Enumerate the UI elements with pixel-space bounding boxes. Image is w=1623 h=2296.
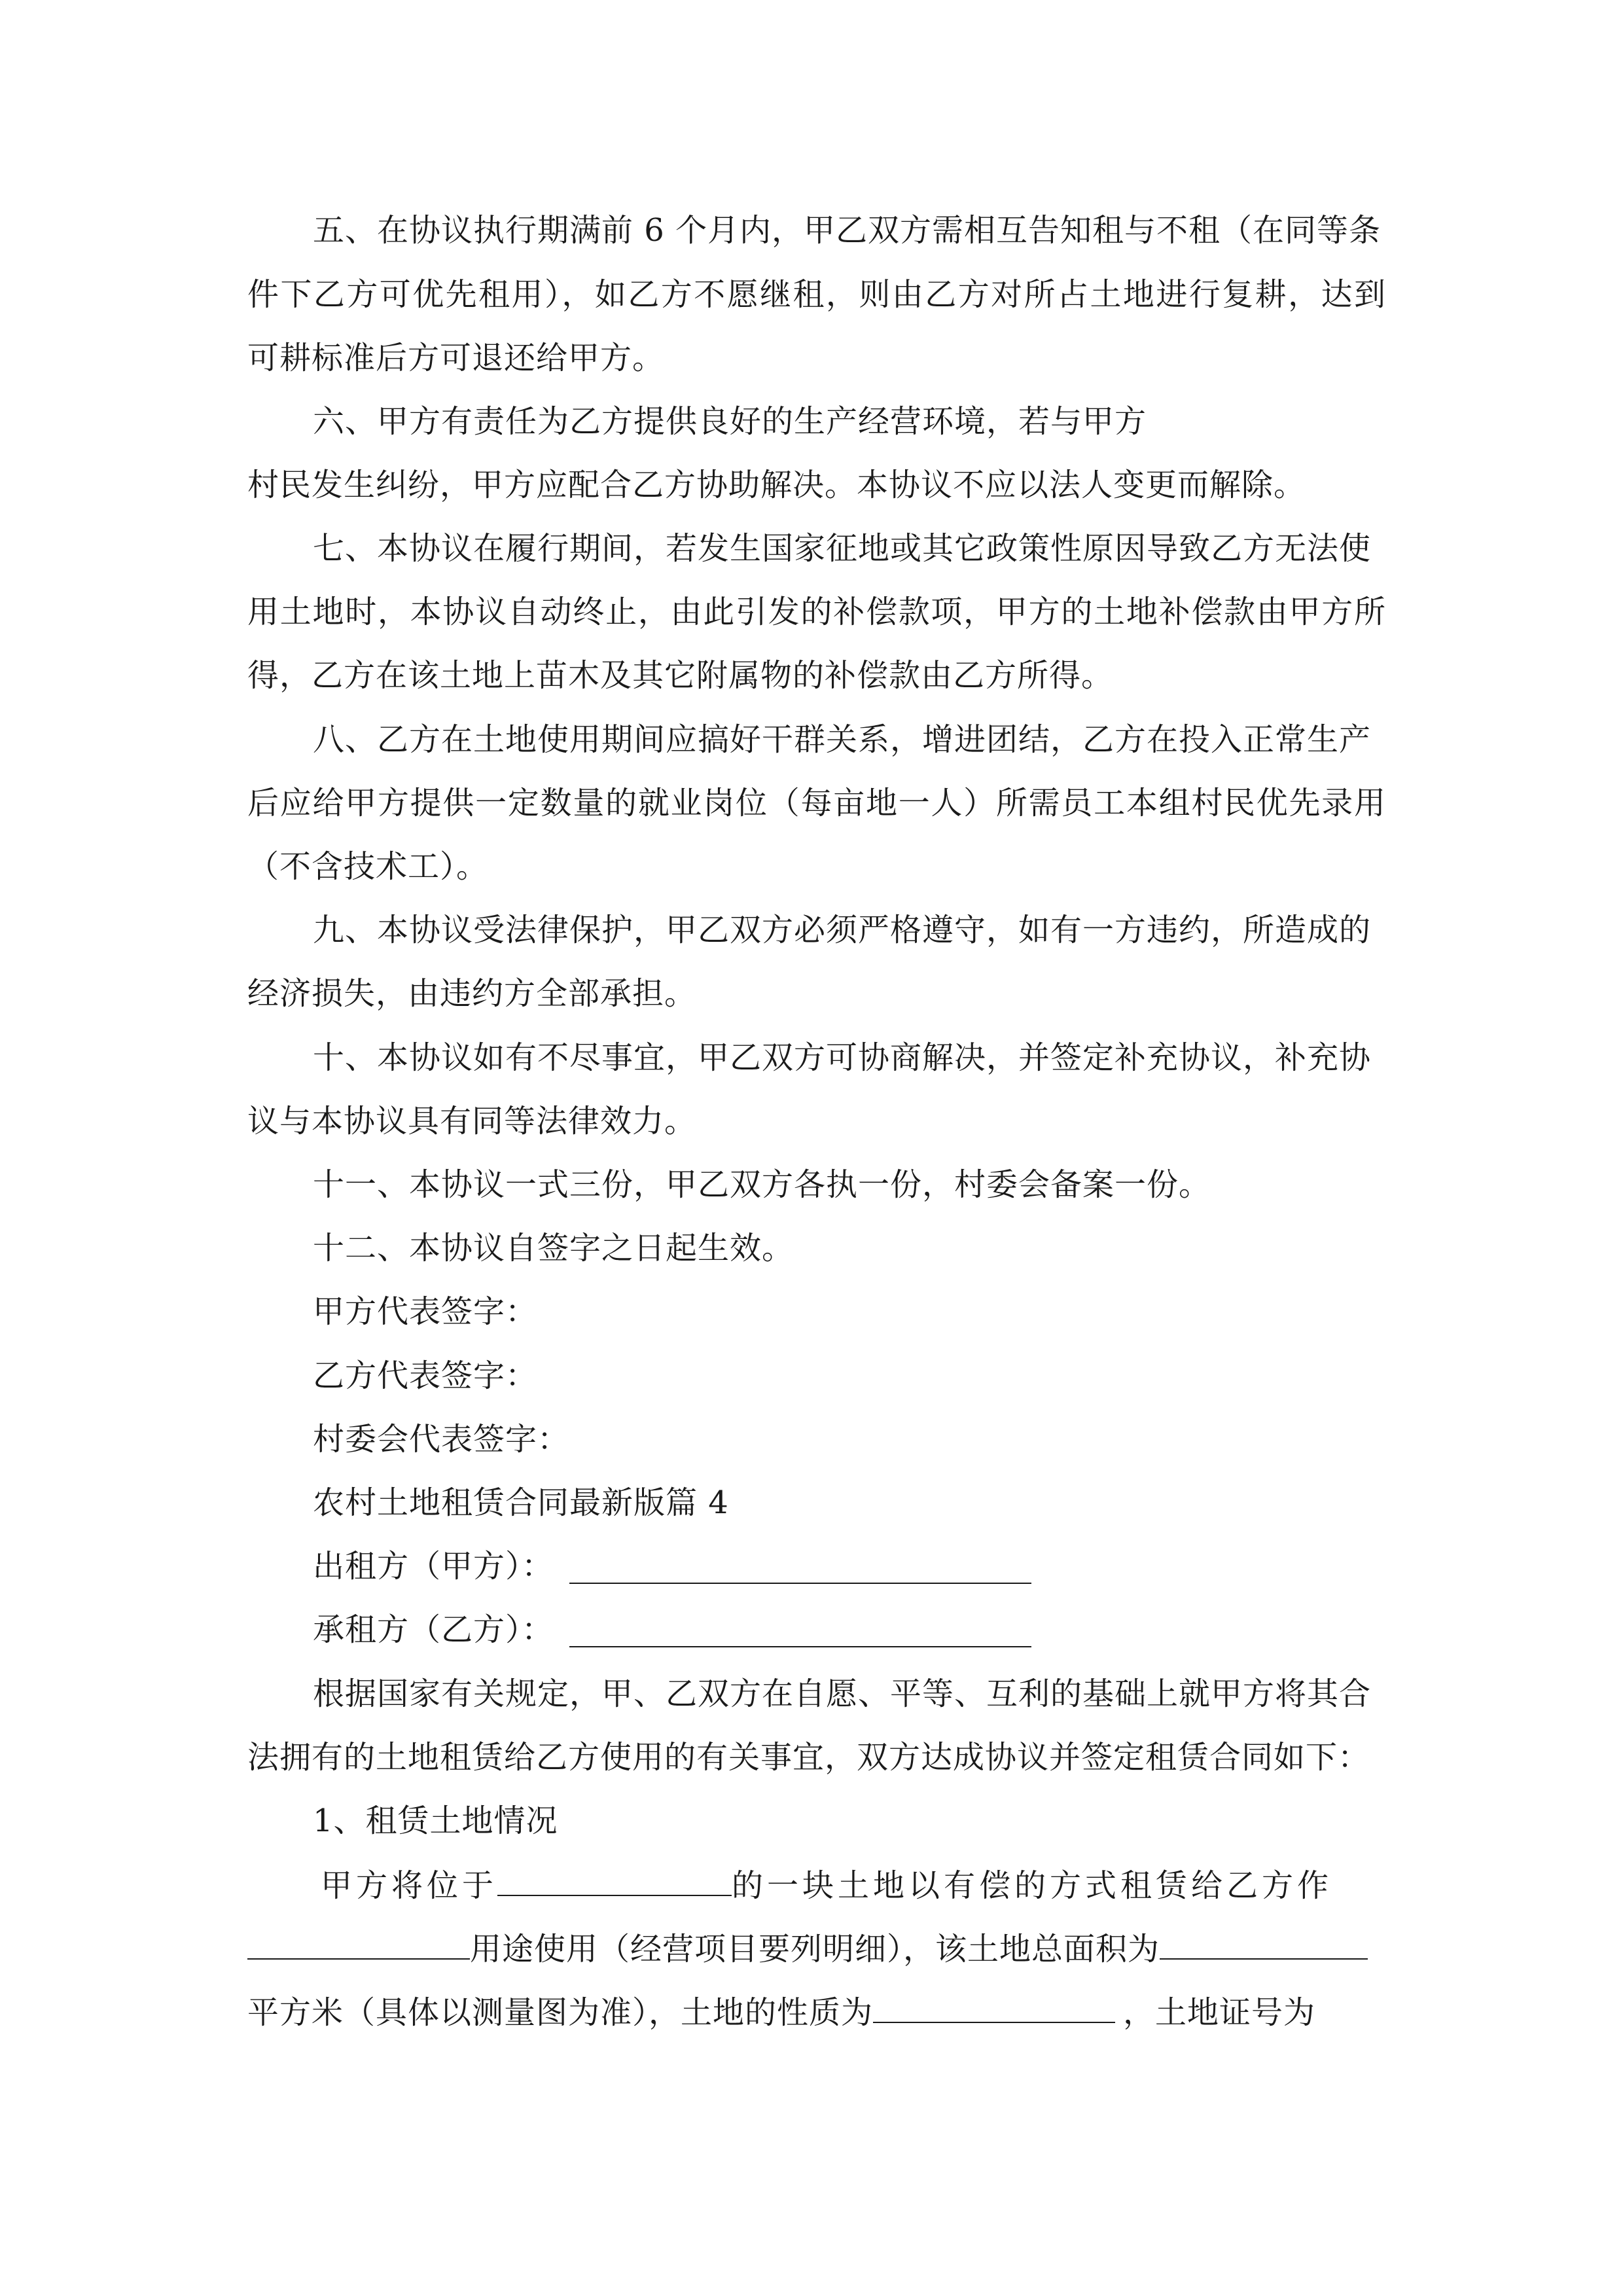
land-area-blank	[1160, 1928, 1368, 1960]
clause-6-line-2: 村民发生纠纷，甲方应配合乙方协助解决。本协议不应以法人变更而解除。	[247, 467, 1306, 503]
lessee-name-blank	[569, 1646, 1031, 1647]
land-cert-prefix: ，土地证号为	[1123, 1994, 1316, 2031]
land-nature-blank	[873, 1992, 1115, 2023]
clause-12: 十二、本协议自签字之日起生效。	[313, 1230, 794, 1266]
land-nature-prefix: 平方米（具体以测量图为准），土地的性质为	[247, 1994, 874, 2031]
section-title: 农村土地租赁合同最新版篇 4	[313, 1484, 729, 1521]
land-line-3	[247, 1992, 1386, 2031]
land-purpose-blank	[247, 1928, 470, 1960]
land-line-1	[321, 1865, 1381, 1904]
clause-7-line-3: 得，乙方在该土地上苗木及其它附属物的补偿款由乙方所得。	[247, 657, 1114, 694]
intro-line-2: 法拥有的土地租赁给乙方使用的有关事宜，双方达成协议并签定租赁合同如下：	[247, 1739, 1370, 1776]
clause-8-line-3: （不含技术工）。	[247, 848, 489, 885]
clause-9-line-2: 经济损失，由违约方全部承担。	[247, 975, 697, 1012]
clause-7-line-2: 用土地时，本协议自动终止，由此引发的补偿款项，甲方的土地补偿款由甲方所	[247, 594, 1386, 630]
item-1-title: 1、租赁土地情况	[313, 1803, 558, 1839]
clause-5-line-2: 件下乙方可优先租用），如乙方不愿继租，则由乙方对所占土地进行复耕，达到	[247, 276, 1386, 313]
clause-10-line-1: 十、本协议如有不尽事宜，甲乙双方可协商解决，并签定补充协议，补充协	[313, 1039, 1372, 1076]
party-a-signature-label: 甲方代表签字：	[313, 1293, 538, 1330]
clause-7-line-1: 七、本协议在履行期间，若发生国家征地或其它政策性原因导致乙方无法使	[313, 530, 1372, 567]
land-location-blank	[497, 1865, 732, 1896]
clause-6-line-1: 六、甲方有责任为乙方提供良好的生产经营环境，若与甲方	[313, 403, 1147, 440]
land-line-2	[247, 1928, 1386, 1967]
land-location-suffix: 的一块土地以有偿的方式租赁给乙方作	[732, 1867, 1333, 1904]
lessor-label: 出租方（甲方）：	[313, 1548, 554, 1585]
lessor-name-blank	[569, 1583, 1031, 1584]
clause-8-line-2: 后应给甲方提供一定数量的就业岗位（每亩地一人）所需员工本组村民优先录用	[247, 785, 1386, 821]
clause-8-line-1: 八、乙方在土地使用期间应搞好干群关系，增进团结，乙方在投入正常生产	[313, 721, 1372, 758]
lessee-label: 承租方（乙方）：	[313, 1611, 554, 1648]
village-committee-signature-label: 村委会代表签字：	[313, 1421, 570, 1458]
intro-line-1: 根据国家有关规定，甲、乙双方在自愿、平等、互利的基础上就甲方将其合	[313, 1676, 1372, 1712]
clause-9-line-1: 九、本协议受法律保护，甲乙双方必须严格遵守，如有一方违约，所造成的	[313, 912, 1372, 948]
party-b-signature-label: 乙方代表签字：	[313, 1357, 538, 1394]
clause-10-line-2: 议与本协议具有同等法律效力。	[247, 1103, 697, 1139]
clause-5-line-1: 五、在协议执行期满前 6 个月内，甲乙双方需相互告知租与不租（在同等条	[313, 212, 1382, 249]
clause-11: 十一、本协议一式三份，甲乙双方各执一份，村委会备案一份。	[313, 1166, 1211, 1203]
land-location-prefix: 甲方将位于	[321, 1867, 498, 1904]
land-purpose-text: 用途使用（经营项目要列明细），该土地总面积为	[470, 1931, 1160, 1967]
clause-5-line-3: 可耕标准后方可退还给甲方。	[247, 340, 665, 376]
